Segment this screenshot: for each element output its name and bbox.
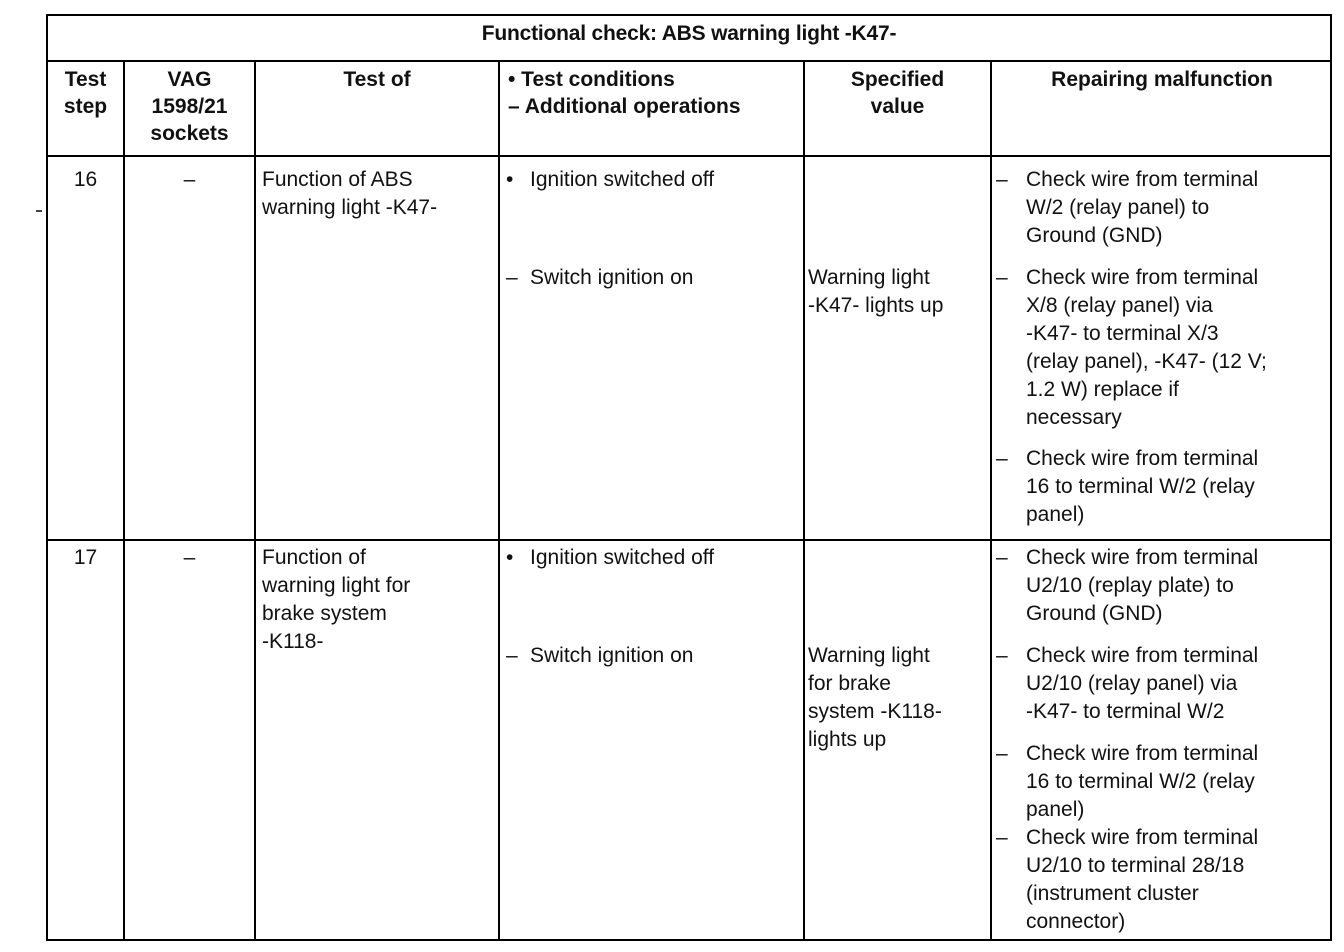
- row-divider: [48, 539, 1330, 541]
- operation-text: Switch ignition on: [530, 266, 694, 289]
- row-specified-value: [808, 264, 993, 320]
- text-line: brake system: [262, 602, 387, 625]
- dash-marker: –: [996, 168, 1008, 191]
- text-line: Check wire from terminal: [1026, 826, 1259, 849]
- row-sockets: –: [183, 546, 196, 569]
- header-specified-value: [805, 66, 990, 120]
- text-line: Ground (GND): [1026, 224, 1163, 247]
- text-line: system -K118-: [808, 700, 942, 723]
- header-divider: [48, 155, 1330, 157]
- text-line: Warning light: [808, 644, 930, 667]
- header-line: Test: [64, 68, 107, 91]
- text-line: panel): [1026, 503, 1085, 526]
- condition-text: Ignition switched off: [530, 546, 715, 569]
- dash-marker: –: [996, 644, 1008, 667]
- text-line: Function of ABS: [262, 168, 413, 191]
- header-line: VAG: [167, 68, 212, 91]
- text-line: -K118-: [262, 630, 324, 653]
- dash-marker: –: [996, 447, 1008, 470]
- header-line: Specified: [850, 68, 945, 91]
- text-line: U2/10 to terminal 28/18: [1026, 854, 1245, 877]
- text-line: Check wire from terminal: [1026, 447, 1259, 470]
- row-step: 17: [73, 546, 98, 569]
- header-test-of: Test of: [343, 68, 411, 91]
- text-line: 1.2 W) replace if: [1026, 378, 1179, 401]
- text-line: connector): [1026, 910, 1126, 933]
- text-line: Check wire from terminal: [1026, 742, 1259, 765]
- bullet-marker: •: [506, 168, 514, 191]
- bullet-marker: •: [506, 546, 514, 569]
- condition-text: Ignition switched off: [530, 168, 715, 191]
- text-line: Check wire from terminal: [1026, 168, 1259, 191]
- header-line: sockets: [150, 122, 229, 145]
- col-divider: [254, 60, 256, 939]
- text-line: Check wire from terminal: [1026, 644, 1259, 667]
- text-line: warning light -K47-: [262, 196, 438, 219]
- dash-marker: –: [506, 266, 518, 289]
- header-line: value: [870, 95, 925, 118]
- text-line: panel): [1026, 798, 1085, 821]
- text-line: necessary: [1026, 406, 1122, 429]
- row-specified-value: [808, 642, 993, 754]
- text-line: W/2 (relay panel) to: [1026, 196, 1210, 219]
- col-divider: [990, 60, 992, 939]
- text-line: (relay panel), -K47- (12 V;: [1026, 350, 1267, 373]
- text-line: X/8 (relay panel) via: [1026, 294, 1213, 317]
- header-line: 1598/21: [151, 95, 228, 118]
- text-line: for brake: [808, 672, 891, 695]
- text-line: U2/10 (relay panel) via: [1026, 672, 1238, 695]
- text-line: warning light for: [262, 574, 411, 597]
- text-line: Check wire from terminal: [1026, 266, 1259, 289]
- col-divider: [498, 60, 500, 939]
- scan-mark: [36, 210, 42, 212]
- text-line: 16 to terminal W/2 (relay: [1026, 475, 1255, 498]
- text-line: lights up: [808, 728, 887, 751]
- text-line: Ground (GND): [1026, 602, 1163, 625]
- text-line: U2/10 (replay plate) to: [1026, 574, 1234, 597]
- row-test-of: [262, 166, 498, 222]
- text-line: -K47- to terminal X/3: [1026, 322, 1219, 345]
- text-line: -K47- to terminal W/2: [1026, 700, 1225, 723]
- header-line: step: [63, 95, 108, 118]
- text-line: Function of: [262, 546, 366, 569]
- dash-marker: –: [996, 742, 1008, 765]
- text-line: Warning light: [808, 266, 930, 289]
- title-divider: [48, 60, 1330, 62]
- row-sockets: –: [183, 168, 196, 191]
- dash-marker: –: [506, 644, 518, 667]
- header-line: • Test conditions: [508, 68, 675, 91]
- text-line: -K47- lights up: [808, 294, 944, 317]
- header-test-conditions: [508, 66, 803, 120]
- text-line: 16 to terminal W/2 (relay: [1026, 770, 1255, 793]
- dash-marker: –: [996, 546, 1008, 569]
- header-repairing-malfunction: Repairing malfunction: [1051, 68, 1273, 91]
- header-vag-sockets: [125, 66, 254, 147]
- text-line: (instrument cluster: [1026, 882, 1199, 905]
- table-title: Functional check: ABS warning light -K47-: [481, 22, 897, 45]
- dash-marker: –: [996, 826, 1008, 849]
- text-line: Check wire from terminal: [1026, 546, 1259, 569]
- functional-check-table: [46, 14, 1332, 941]
- row-step: 16: [73, 168, 98, 191]
- row-test-of: [262, 544, 498, 656]
- dash-marker: –: [996, 266, 1008, 289]
- header-test-step: [48, 66, 123, 120]
- operation-text: Switch ignition on: [530, 644, 694, 667]
- header-line: – Additional operations: [508, 95, 741, 118]
